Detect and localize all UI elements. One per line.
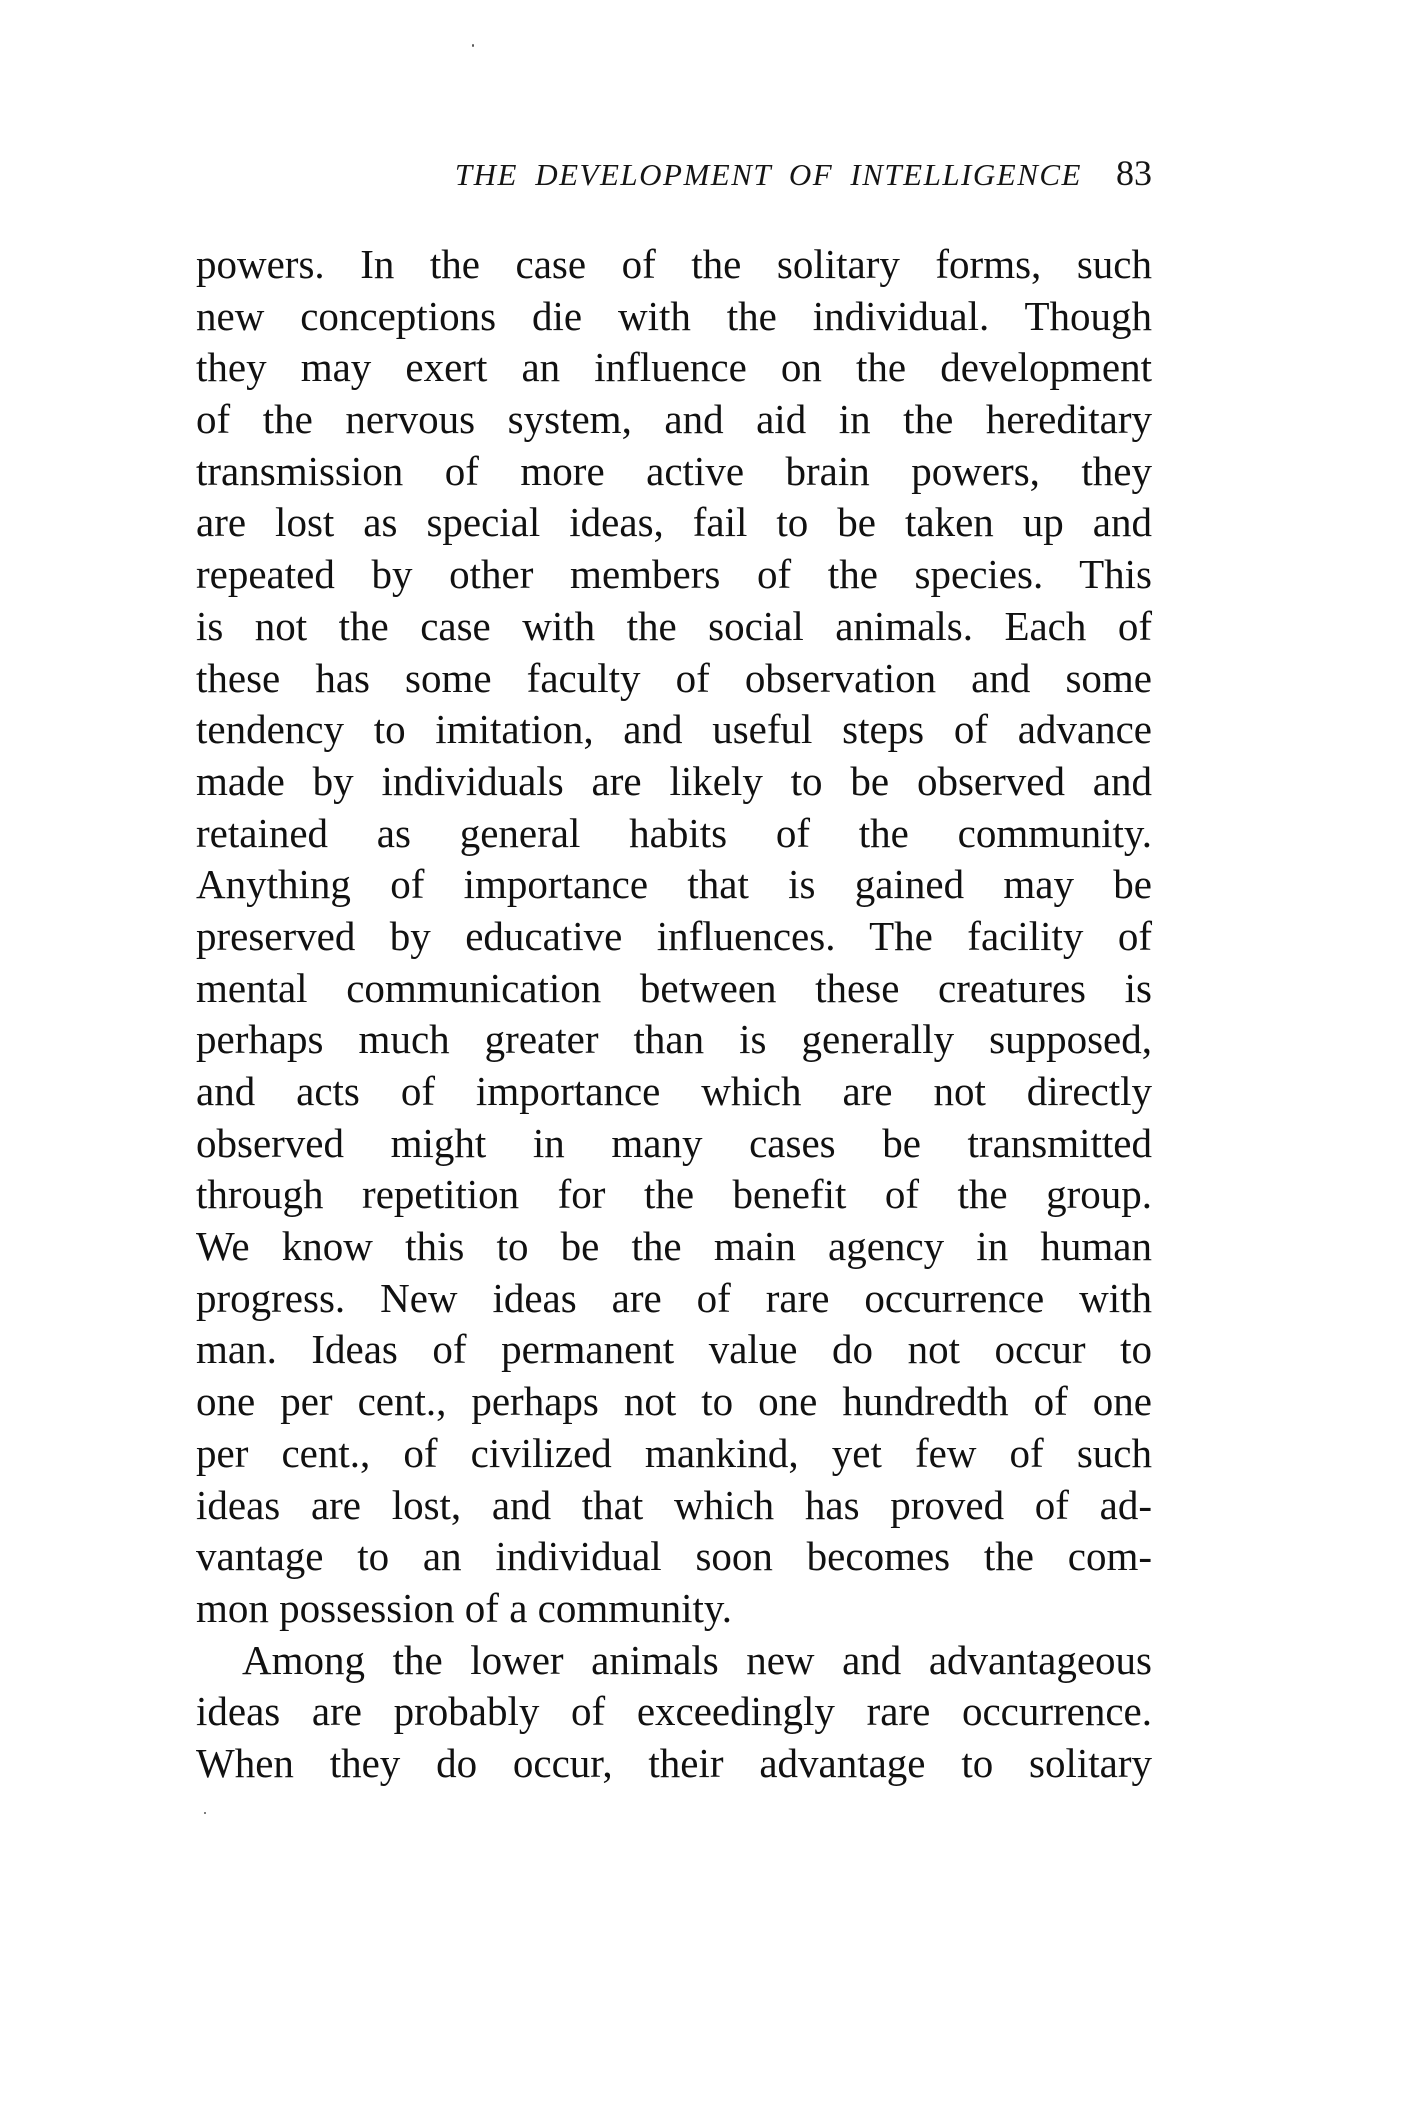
text-line: progress. New ideas are of rare occurrence with xyxy=(196,1274,1152,1321)
text-line: and acts of importance which are not directly xyxy=(196,1068,1152,1114)
text-line: transmission of more active brain powers, they xyxy=(196,447,1152,494)
paragraph-2 xyxy=(196,1635,1152,1790)
text-line: vantage to an individual soon becomes the com- xyxy=(196,1533,1152,1580)
page-number: 83 xyxy=(1116,153,1152,193)
running-head xyxy=(196,152,1152,192)
text-line: retained as general habits of the community. xyxy=(196,809,1152,856)
text-line: man. Ideas of permanent value do not occur to xyxy=(196,1326,1152,1373)
text-line: through repetition for the benefit of the group. xyxy=(196,1171,1152,1218)
text-line: perhaps much greater than is generally supposed, xyxy=(196,1016,1152,1063)
text-line: preserved by educative influences. The facility of xyxy=(196,912,1152,959)
text-line: ideas are probably of exceedingly rare occurrence. xyxy=(196,1688,1152,1735)
text-line: We know this to be the main agency in human xyxy=(196,1223,1152,1270)
text-line: is not the case with the social animals. Each of xyxy=(196,602,1152,649)
text-line: made by individuals are likely to be observed and xyxy=(196,757,1152,804)
text-line: Among the lower animals new and advantageous xyxy=(242,1636,1152,1683)
text-line: Anything of importance that is gained may be xyxy=(196,861,1152,908)
text-line: repeated by other members of the species. This xyxy=(196,551,1152,598)
text-line: one per cent., perhaps not to one hundredth of one xyxy=(196,1378,1152,1425)
print-speck xyxy=(204,1812,206,1814)
text-line: these has some faculty of observation and some xyxy=(196,654,1152,701)
running-title: THE DEVELOPMENT OF INTELLIGENCE xyxy=(454,157,1082,192)
paragraph-1 xyxy=(196,239,1152,1635)
text-line: observed might in many cases be transmitted xyxy=(196,1119,1152,1166)
text-line: they may exert an influence on the development xyxy=(196,344,1152,391)
text-line: are lost as special ideas, fail to be taken up and xyxy=(196,499,1152,546)
text-line: mon possession of a community. xyxy=(196,1584,733,1631)
text-line: powers. In the case of the solitary forms, such xyxy=(196,241,1152,287)
body-text xyxy=(196,239,1152,1790)
text-line: tendency to imitation, and useful steps of advance xyxy=(196,706,1152,753)
text-line: new conceptions die with the individual. Though xyxy=(196,292,1152,339)
text-line: When they do occur, their advantage to solitary xyxy=(196,1739,1152,1786)
text-line: ideas are lost, and that which has proved of ad- xyxy=(196,1481,1152,1528)
text-line: of the nervous system, and aid in the hereditary xyxy=(196,396,1152,443)
text-line: mental communication between these creatures is xyxy=(196,964,1152,1011)
print-speck xyxy=(472,44,474,47)
text-line: per cent., of civilized mankind, yet few of such xyxy=(196,1429,1152,1476)
